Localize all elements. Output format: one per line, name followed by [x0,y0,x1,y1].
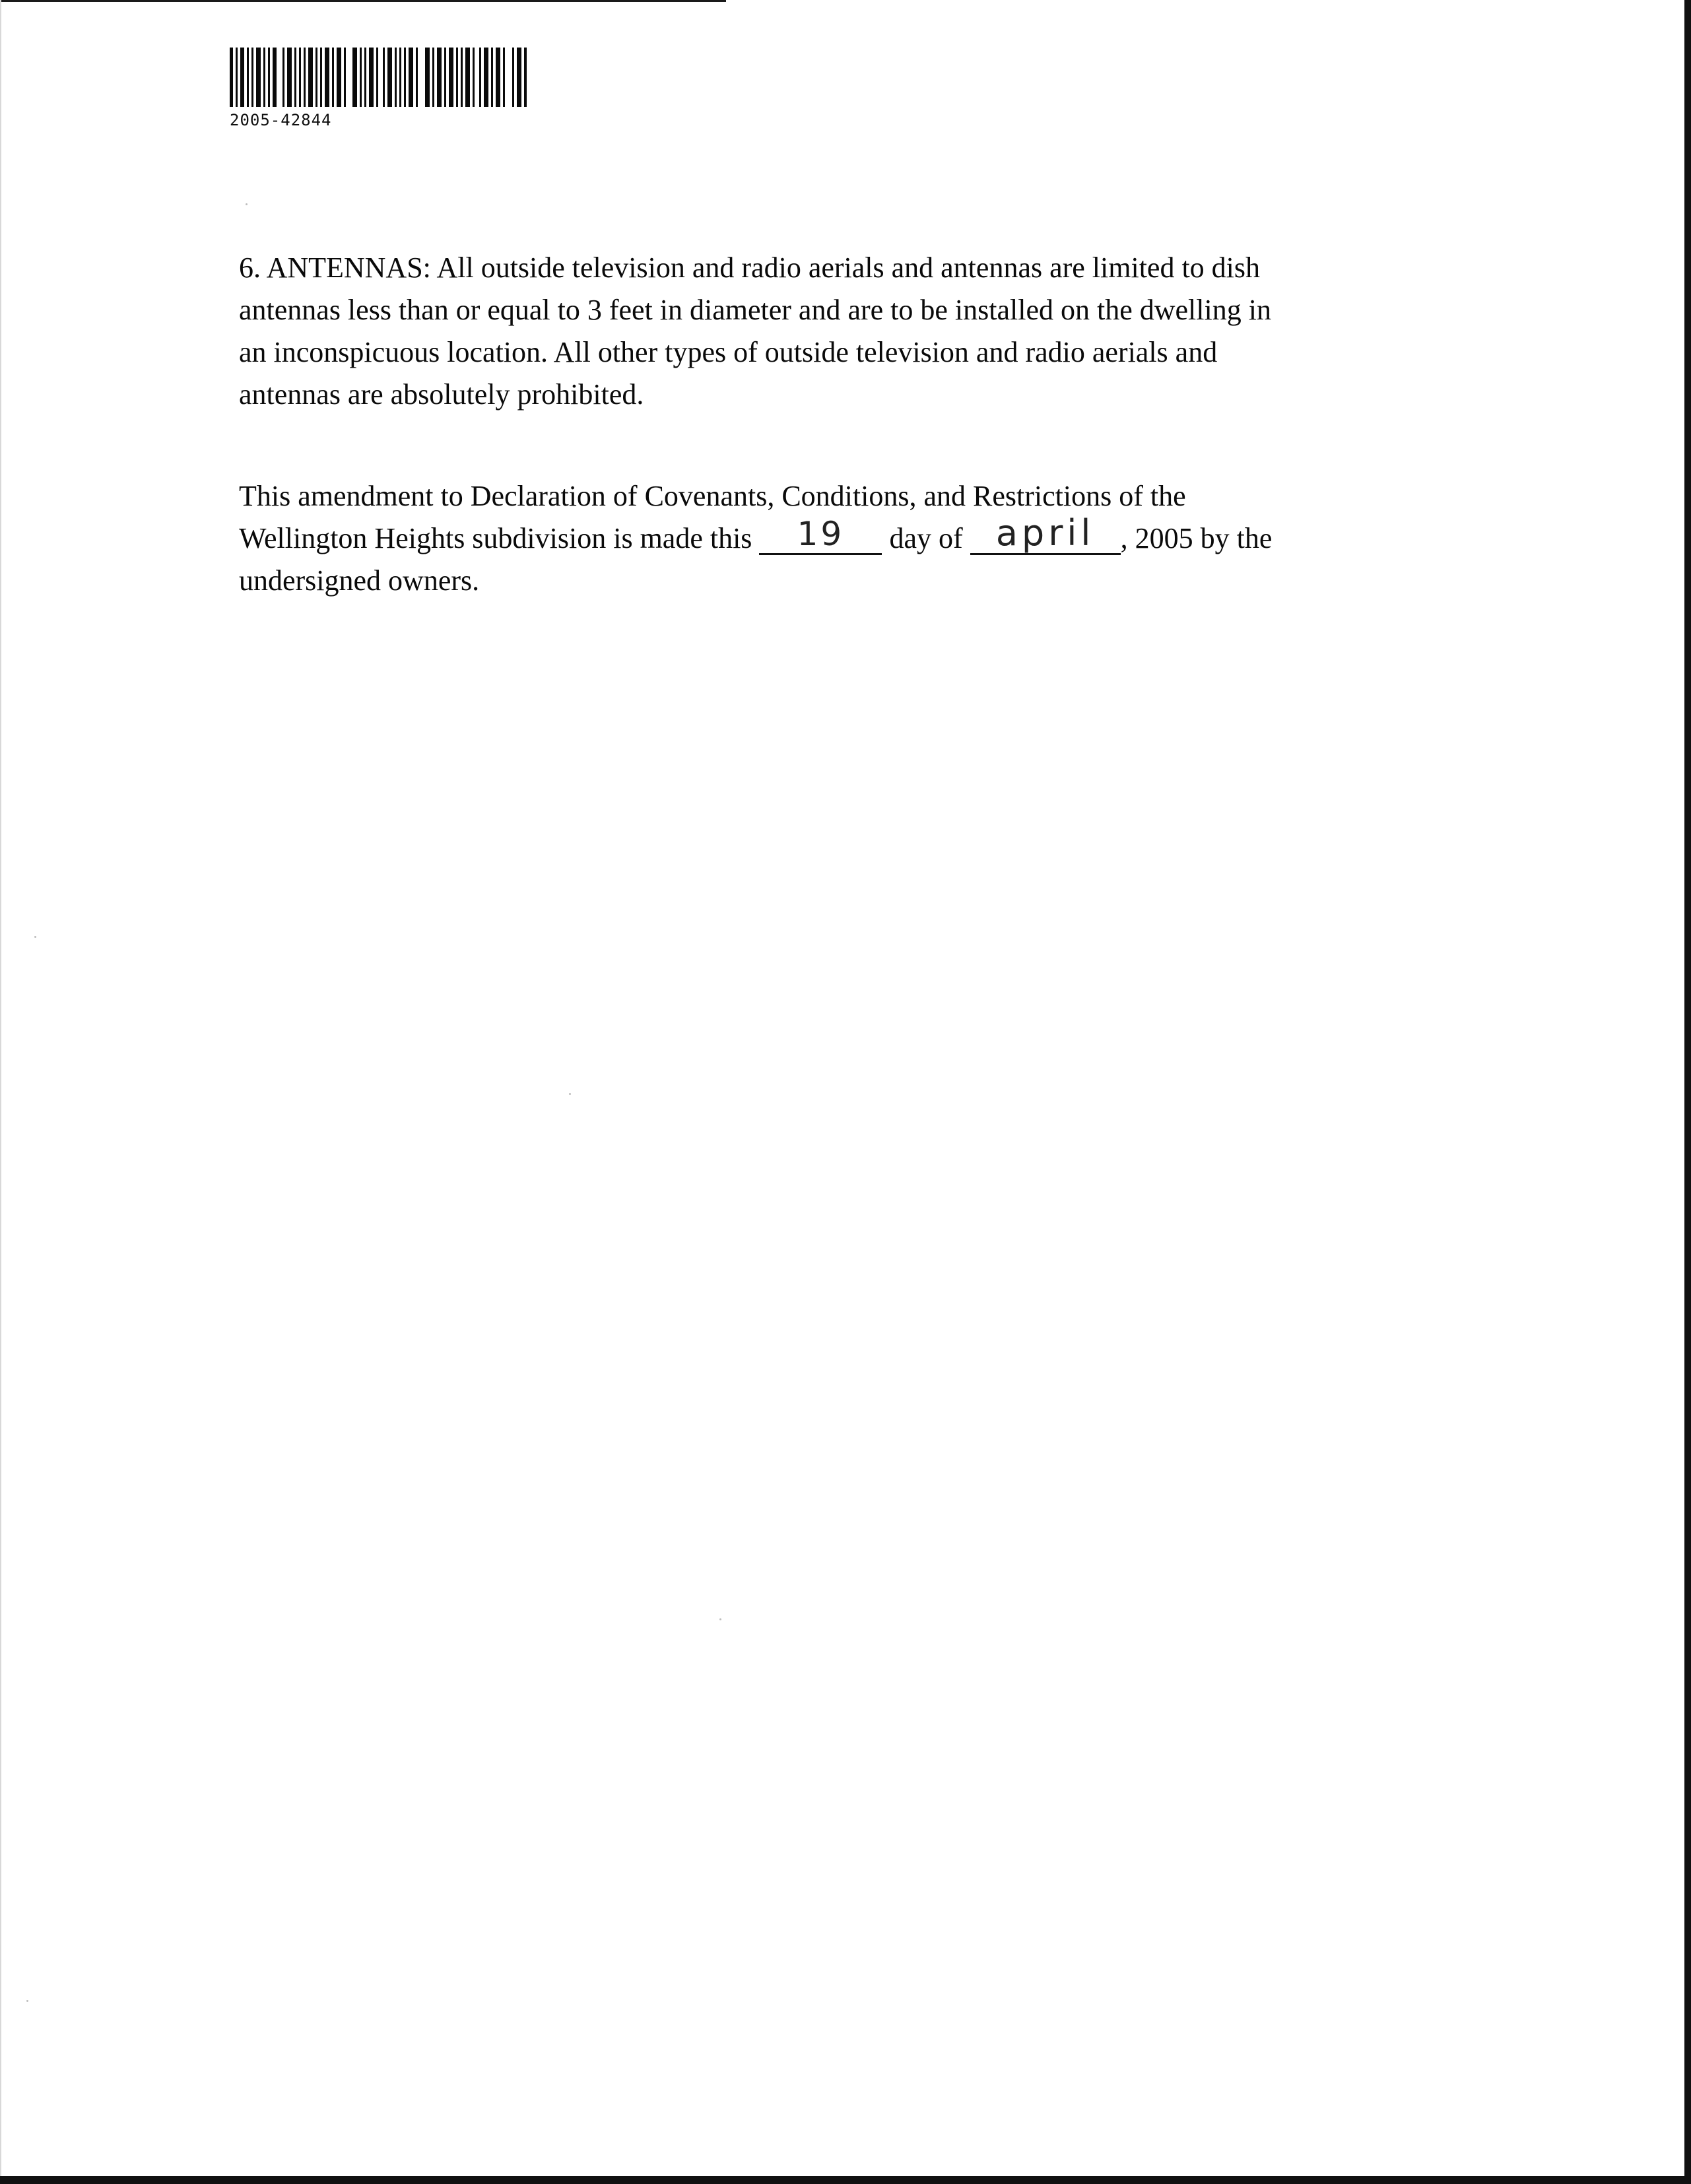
amendment-text-after-month: , 2005 by the [1120,522,1273,554]
scan-speck [569,1093,571,1095]
amendment-line-2 [239,512,1460,560]
scan-speck [26,2000,28,2002]
scan-speck [34,936,36,938]
amendment-text-before-day: Wellington Heights subdivision is made this [239,522,760,554]
amendment-line-3: undersigned owners. [239,564,480,597]
scan-speck [719,1618,721,1620]
amendment-line-1: This amendment to Declaration of Covenants, Conditions, and Restrictions of the [239,480,1186,512]
barcode-block [230,48,527,129]
amendment-text-before-month: day of [882,522,970,554]
section-antennas-line: 6. ANTENNAS: All outside television and radio aerials and antennas are limited to dish [239,251,1261,284]
barcode-image [230,48,527,107]
section-antennas-line: antennas are absolutely prohibited. [239,378,644,411]
scan-edge-bottom [0,2176,1691,2184]
handwritten-day: 19 [797,515,845,553]
scan-edge-left [0,0,1,2184]
section-antennas-line: antennas less than or equal to 3 feet in diameter and are to be installed on the dwelling in [239,294,1271,326]
month-field [970,512,1121,555]
day-field [759,515,882,555]
amendment-statement [239,475,1460,602]
section-antennas [239,247,1460,416]
section-antennas-line: an inconspicuous location. All other types of outside television and radio aerials and [239,336,1218,368]
scan-speck [246,203,248,205]
scan-edge-right [1684,0,1691,2184]
barcode-number: 2005-42844 [230,111,332,129]
handwritten-month: april [995,512,1095,554]
scan-edge-top [0,0,726,2]
